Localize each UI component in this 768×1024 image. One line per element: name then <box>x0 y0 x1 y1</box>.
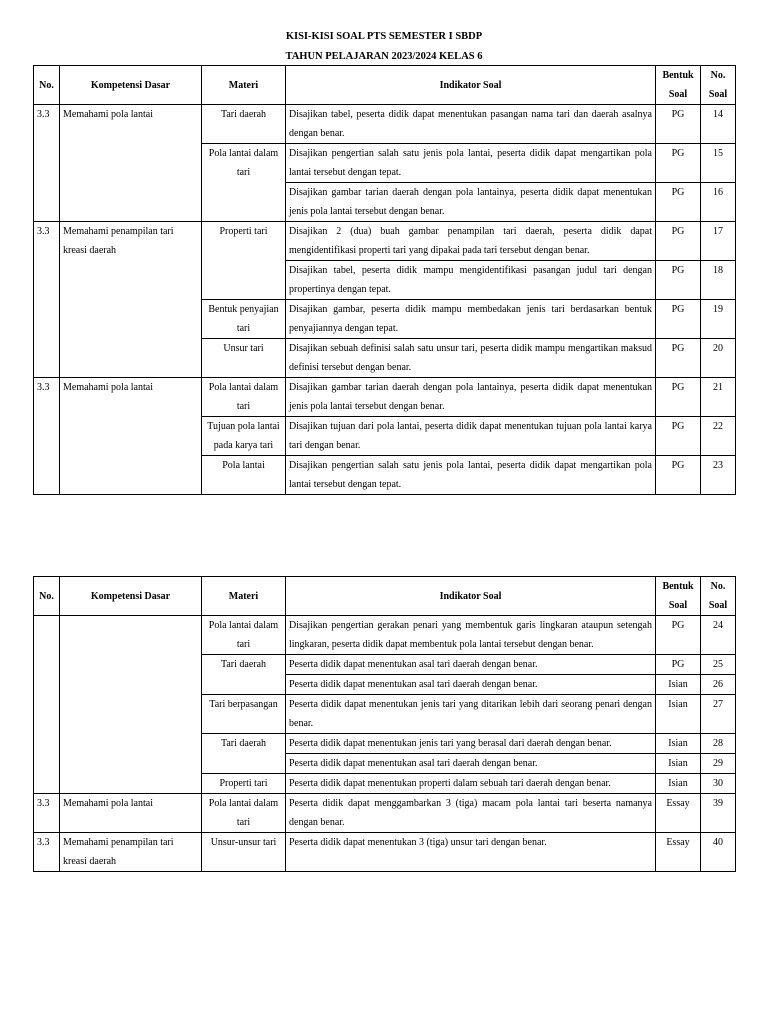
bentuk-cell: Isian <box>656 734 701 754</box>
table-row <box>34 378 736 417</box>
kd-number: 3.3 <box>34 378 60 495</box>
bentuk-cell: Essay <box>656 833 701 872</box>
bentuk-cell: PG <box>656 261 701 300</box>
col-header-materi: Materi <box>202 577 286 616</box>
materi-cell: Pola lantai dalam tari <box>202 794 286 833</box>
indikator-cell: Peserta didik dapat menentukan jenis tari yang berasal dari daerah dengan benar. <box>286 734 656 754</box>
kd-number: 3.3 <box>34 105 60 222</box>
table-row <box>34 222 736 261</box>
table-row <box>34 105 736 144</box>
indikator-cell: Peserta didik dapat menentukan asal tari daerah dengan benar. <box>286 754 656 774</box>
indikator-cell: Disajikan gambar tarian daerah dengan pola lantainya, peserta didik dapat menentukan jenis pola lantai tersebut dengan benar. <box>286 183 656 222</box>
bentuk-cell: PG <box>656 616 701 655</box>
table-row <box>34 794 736 833</box>
bentuk-cell: PG <box>656 456 701 495</box>
indikator-cell: Peserta didik dapat menggambarkan 3 (tiga) macam pola lantai tari beserta namanya dengan benar. <box>286 794 656 833</box>
table-row <box>34 616 736 655</box>
col-header-nosoal: No. Soal <box>701 577 736 616</box>
materi-cell: Tujuan pola lantai pada karya tari <box>202 417 286 456</box>
materi-cell: Pola lantai dalam tari <box>202 616 286 655</box>
indikator-cell: Disajikan pengertian salah satu jenis pola lantai, peserta didik dapat mengartikan pola lantai tersebut dengan tepat. <box>286 456 656 495</box>
indikator-cell: Disajikan 2 (dua) buah gambar penampilan tari daerah, peserta didik dapat mengidentifikasi properti tari yang dipakai pada tari tersebut dengan benar. <box>286 222 656 261</box>
col-header-indikator: Indikator Soal <box>286 66 656 105</box>
no-soal-cell: 16 <box>701 183 736 222</box>
col-header-kd: Kompetensi Dasar <box>60 66 202 105</box>
indikator-cell: Disajikan gambar tarian daerah dengan pola lantainya, peserta didik dapat menentukan jenis pola lantai tersebut dengan benar. <box>286 378 656 417</box>
materi-cell: Pola lantai dalam tari <box>202 144 286 222</box>
indikator-cell: Peserta didik dapat menentukan asal tari daerah dengan benar. <box>286 655 656 675</box>
document-title: KISI-KISI SOAL PTS SEMESTER I SBDP <box>285 31 483 42</box>
no-soal-cell: 22 <box>701 417 736 456</box>
no-soal-cell: 26 <box>701 675 736 695</box>
indikator-cell: Disajikan tujuan dari pola lantai, peserta didik dapat menentukan tujuan pola lantai karya tari dengan benar. <box>286 417 656 456</box>
materi-cell: Tari berpasangan <box>202 695 286 734</box>
materi-cell: Tari daerah <box>202 105 286 144</box>
kd-number: 3.3 <box>34 794 60 833</box>
materi-cell: Unsur-unsur tari <box>202 833 286 872</box>
no-soal-cell: 27 <box>701 695 736 734</box>
col-header-no: No. <box>34 577 60 616</box>
bentuk-cell: PG <box>656 378 701 417</box>
col-header-indikator: Indikator Soal <box>286 577 656 616</box>
no-soal-cell: 25 <box>701 655 736 675</box>
materi-cell: Pola lantai dalam tari <box>202 378 286 417</box>
indikator-cell: Disajikan gambar, peserta didik mampu membedakan jenis tari berdasarkan bentuk penyajiannya dengan tepat. <box>286 300 656 339</box>
bentuk-cell: Isian <box>656 675 701 695</box>
kisi-table-1 <box>33 65 736 495</box>
bentuk-cell: PG <box>656 655 701 675</box>
bentuk-cell: PG <box>656 300 701 339</box>
kd-number: 3.3 <box>34 833 60 872</box>
materi-cell: Unsur tari <box>202 339 286 378</box>
col-header-nosoal: No. Soal <box>701 66 736 105</box>
indikator-cell: Disajikan pengertian gerakan penari yang membentuk garis lingkaran ataupun setengah lingkaran, peserta didik dapat membentuk pola lantai tersebut dengan benar. <box>286 616 656 655</box>
materi-cell: Tari daerah <box>202 655 286 695</box>
indikator-cell: Peserta didik dapat menentukan jenis tari yang ditarikan lebih dari seorang penari dengan benar. <box>286 695 656 734</box>
bentuk-cell: PG <box>656 222 701 261</box>
kd-text: Memahami pola lantai <box>60 794 202 833</box>
no-soal-cell: 14 <box>701 105 736 144</box>
bentuk-cell: PG <box>656 144 701 183</box>
bentuk-cell: Isian <box>656 695 701 734</box>
bentuk-cell: PG <box>656 183 701 222</box>
no-soal-cell: 40 <box>701 833 736 872</box>
bentuk-cell: Isian <box>656 774 701 794</box>
bentuk-cell: Essay <box>656 794 701 833</box>
table-row <box>34 833 736 872</box>
materi-cell: Properti tari <box>202 774 286 794</box>
col-header-kd: Kompetensi Dasar <box>60 577 202 616</box>
table-header-row <box>34 577 736 616</box>
materi-cell: Tari daerah <box>202 734 286 774</box>
col-header-bentuk: Bentuk Soal <box>656 66 701 105</box>
no-soal-cell: 19 <box>701 300 736 339</box>
bentuk-cell: PG <box>656 339 701 378</box>
kd-number-empty <box>34 616 60 794</box>
materi-cell: Bentuk penyajian tari <box>202 300 286 339</box>
col-header-no: No. <box>34 66 60 105</box>
indikator-cell: Disajikan tabel, peserta didik dapat menentukan pasangan nama tari dan daerah asalnya dengan benar. <box>286 105 656 144</box>
kd-text: Memahami pola lantai <box>60 378 202 495</box>
col-header-bentuk: Bentuk Soal <box>656 577 701 616</box>
indikator-cell: Disajikan tabel, peserta didik mampu mengidentifikasi pasangan judul tari dengan propertinya dengan tepat. <box>286 261 656 300</box>
indikator-cell: Peserta didik dapat menentukan asal tari daerah dengan benar. <box>286 675 656 695</box>
no-soal-cell: 39 <box>701 794 736 833</box>
no-soal-cell: 20 <box>701 339 736 378</box>
table-header-row <box>34 66 736 105</box>
no-soal-cell: 18 <box>701 261 736 300</box>
no-soal-cell: 24 <box>701 616 736 655</box>
bentuk-cell: Isian <box>656 754 701 774</box>
document-subtitle: TAHUN PELAJARAN 2023/2024 KELAS 6 <box>285 51 483 62</box>
materi-cell: Properti tari <box>202 222 286 300</box>
kisi-table-2 <box>33 576 736 872</box>
kd-text-empty <box>60 616 202 794</box>
no-soal-cell: 21 <box>701 378 736 417</box>
no-soal-cell: 28 <box>701 734 736 754</box>
bentuk-cell: PG <box>656 105 701 144</box>
no-soal-cell: 15 <box>701 144 736 183</box>
no-soal-cell: 17 <box>701 222 736 261</box>
kd-text: Memahami penampilan tari kreasi daerah <box>60 833 202 872</box>
indikator-cell: Peserta didik dapat menentukan 3 (tiga) unsur tari dengan benar. <box>286 833 656 872</box>
no-soal-cell: 30 <box>701 774 736 794</box>
indikator-cell: Disajikan sebuah definisi salah satu unsur tari, peserta didik mampu mengartikan maksud definisi tersebut dengan benar. <box>286 339 656 378</box>
no-soal-cell: 23 <box>701 456 736 495</box>
col-header-materi: Materi <box>202 66 286 105</box>
indikator-cell: Disajikan pengertian salah satu jenis pola lantai, peserta didik dapat mengartikan pola lantai tersebut dengan tepat. <box>286 144 656 183</box>
indikator-cell: Peserta didik dapat menentukan properti dalam sebuah tari daerah dengan benar. <box>286 774 656 794</box>
materi-cell: Pola lantai <box>202 456 286 495</box>
kd-number: 3.3 <box>34 222 60 378</box>
kd-text: Memahami penampilan tari kreasi daerah <box>60 222 202 378</box>
no-soal-cell: 29 <box>701 754 736 774</box>
kd-text: Memahami pola lantai <box>60 105 202 222</box>
bentuk-cell: PG <box>656 417 701 456</box>
